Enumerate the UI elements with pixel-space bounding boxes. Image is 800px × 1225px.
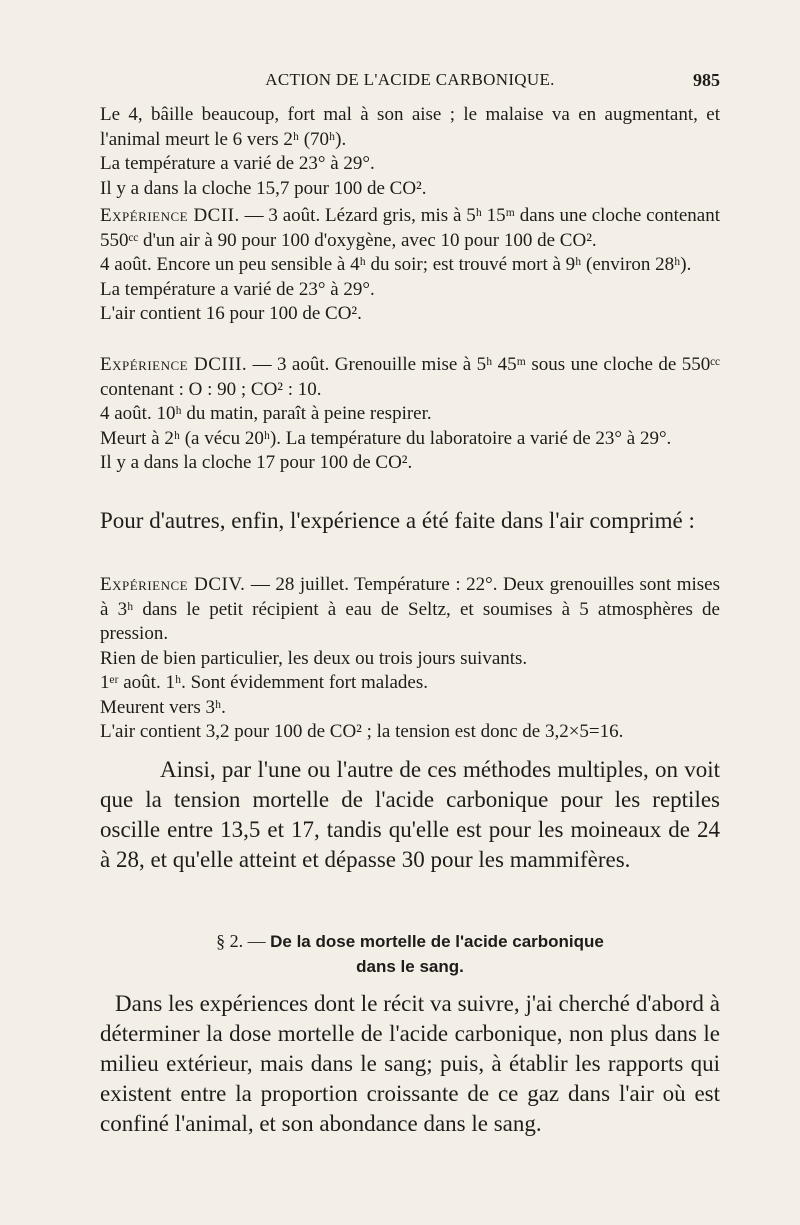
paragraph: Dans les expériences dont le récit va suivre, j'ai cherché d'abord à déterminer la dose mortelle de l'acide carbonique, non plus dans le milieu extérieur, mais dans le sang; puis, à établir les rapports qui existent entre la proportion croissante de ce gaz dans l'air où est confiné l'animal, et son abondance dans le sang. — [100, 991, 720, 1136]
page-number: 985 — [693, 70, 720, 90]
experiment-text: — 3 août. Grenouille mise à 5ʰ 45ᵐ sous une cloche de 550ᶜᶜ contenant : O : 90 ; CO² : 10. — [100, 354, 720, 400]
experiment-label: Expérience DCII. — [100, 205, 240, 226]
running-header — [100, 70, 720, 96]
paragraph: Il y a dans la cloche 15,7 pour 100 de CO². — [100, 177, 427, 199]
paragraph: Pour d'autres, enfin, l'expérience a été faite dans l'air comprimé : — [100, 508, 695, 533]
paragraph: Ainsi, par l'une ou l'autre de ces méthodes multiples, on voit que la tension mortelle de l'acide carbonique pour les reptiles oscille entre 13,5 et 17, tandis qu'elle est pour les moineaux de 24 à 28, et qu'elle atteint et dépasse 30 pour les mammifères. — [100, 757, 720, 872]
experiment-label: Expérience DCIV. — [100, 574, 246, 595]
experiment-dciv — [100, 573, 720, 745]
paragraph: Rien de bien particulier, les deux ou trois jours suivants. — [100, 647, 528, 669]
experiment-text: — 28 juillet. Température : 22°. Deux grenouilles sont mises à 3ʰ dans le petit récipient à eau de Seltz, et soumises à 5 atmosphères de pression. — [100, 574, 720, 644]
experiment-dciii — [100, 353, 720, 476]
experiment-label: Expérience DCIII. — [100, 354, 248, 375]
paragraph: Le 4, bâille beaucoup, fort mal à son aise ; le malaise va en augmentant, et l'animal meurt le 6 vers 2ʰ (70ʰ). — [100, 104, 720, 150]
experiment-text: — 3 août. Lézard gris, mis à 5ʰ 15ᵐ dans une cloche contenant 550ᶜᶜ d'un air à 90 pour 100 d'oxygène, avec 10 pour 100 de CO². — [100, 205, 721, 251]
paragraph-final — [100, 989, 720, 1139]
paragraph: Il y a dans la cloche 17 pour 100 de CO². — [100, 452, 413, 473]
paragraph: L'air contient 3,2 pour 100 de CO² ; la tension est donc de 3,2×5=16. — [100, 721, 624, 742]
paragraph: 4 août. Encore un peu sensible à 4ʰ du soir; est trouvé mort à 9ʰ (environ 28ʰ). — [100, 254, 692, 275]
paragraph: La température a varié de 23° à 29°. — [100, 153, 375, 174]
paragraph: Meurt à 2ʰ (a vécu 20ʰ). La température du laboratoire a varié de 23° à 29°. — [100, 427, 672, 449]
paragraph: Meurent vers 3ʰ. — [100, 696, 226, 718]
experiment-dcii — [100, 204, 720, 327]
paragraph-ainsi — [100, 755, 720, 875]
section-heading — [100, 929, 720, 979]
paragraph: 1ᵉʳ août. 1ʰ. Sont évidemment fort malades. — [100, 672, 429, 693]
running-title: ACTION DE L'ACIDE CARBONIQUE. — [265, 70, 555, 89]
block-exp-continuation — [100, 103, 720, 201]
section-number: § 2. — — [216, 931, 266, 951]
paragraph: L'air contient 16 pour 100 de CO². — [100, 303, 362, 324]
paragraph: La température a varié de 23° à 29°. — [100, 278, 375, 300]
paragraph: 4 août. 10ʰ du matin, paraît à peine respirer. — [100, 403, 432, 424]
paragraph-compressed-air — [100, 506, 720, 536]
section-title-line1: De la dose mortelle de l'acide carbonique — [270, 932, 604, 951]
section-title-line2: dans le sang. — [356, 957, 464, 976]
